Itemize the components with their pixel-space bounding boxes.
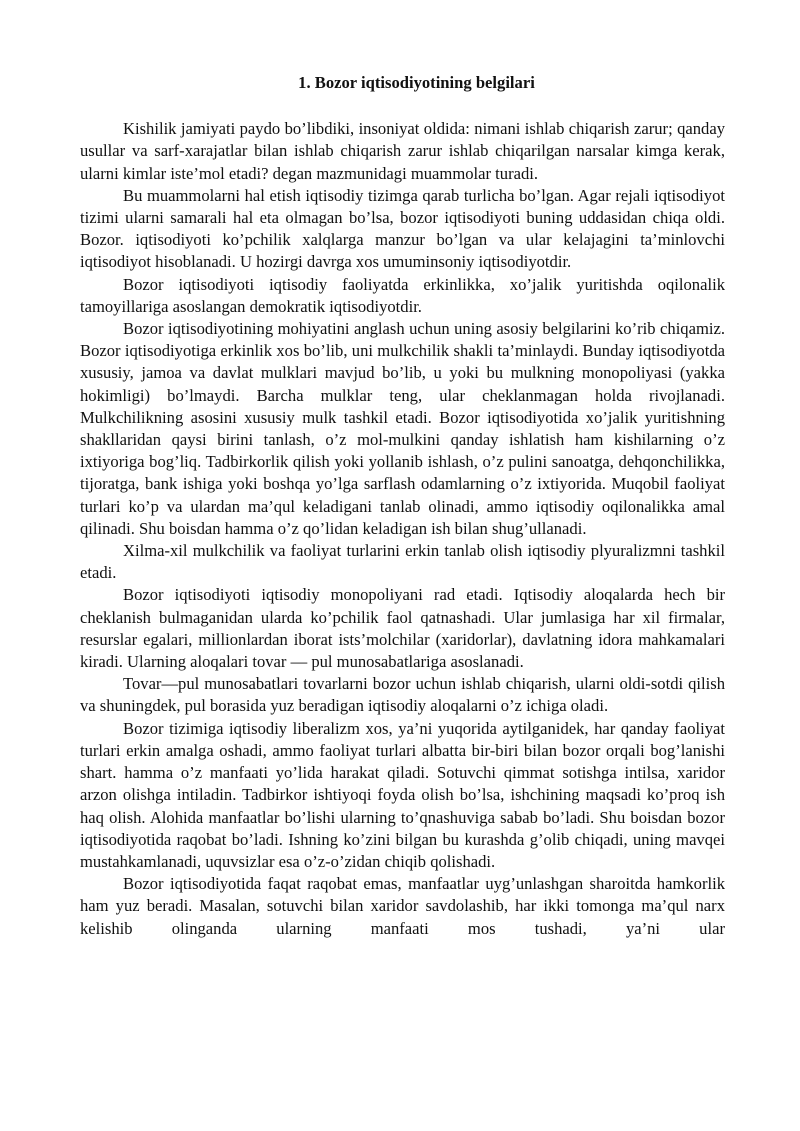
paragraph-9: Bozor iqtisodiyotida faqat raqobat emas, manfaatlar uyg’unlashgan sharoitda hamkorlik ham yuz beradi. Masalan, sotuvchi bilan xaridor savdolashib, har ikki tomonga ma’qul narx kelishib olinganda ularning manfaati mos tushadi, ya’ni ular	[80, 874, 725, 938]
paragraph-3: Bozor iqtisodiyoti iqtisodiy faoliyatda erkinlikka, xo’jalik yuritishda oqilonalik tamoyillariga asoslangan demokratik iqtisodiyotdir.	[80, 274, 725, 316]
paragraph-5: Xilma-xil mulkchilik va faoliyat turlarini erkin tanlab olish iqtisodiy plyuralizmni tashkil etadi.	[80, 541, 725, 583]
paragraph-8: Bozor tizimiga iqtisodiy liberalizm xos, ya’ni yuqorida aytilganidek, har qanday faoliyat turlari erkin amalga oshadi, ammo faoliyat turlari albatta bir-biri bilan bozor orqali bog’lanishi shart. hamma o’z manfaati yo’lida harakat qiladi. Sotuvchi qimmat sotishga intilsa, xaridor arzon olishga intiladin. Tadbirkor ishtiyoqi foyda olish bo’lsa, ishchining maqsadi ko’proq ish haq olish. Alohida manfaatlar bo’lishi ularning to’qnashuviga sabab bo’ladi. Shu boisdan bozor iqtisodiyotida raqobat bo’ladi. Ishning ko’zini bilgan bu kurashda g’olib chiqadi, uning mavqei mustahkamlanadi, uquvsizlar esa o’z-o’zidan chiqib qolishadi.	[80, 718, 725, 871]
section-title: 1. Bozor iqtisodiyotining belgilari	[298, 73, 535, 92]
paragraph-2: Bu muammolarni hal etish iqtisodiy tizimga qarab turlicha bo’lgan. Agar rejali iqtisodiyot tizimi ularni samarali hal eta olmagan bo’lsa, bozor iqtisodiyoti buning uddasidan chiqa oldi. Bozor. iqtisodiyoti ko’pchilik xalqlarga manzur bo’lgan va ular kelajagini ta’minlovchi iqtisodiyot hisoblanadi. U hozirgi davrga xos umuminsoniy iqtisodiyotdir.	[80, 185, 725, 272]
paragraph-1: Kishilik jamiyati paydo bo’libdiki, insoniyat oldida: nimani ishlab chiqarish zarur; qanday usullar va sarf-xarajatlar bilan ishlab chiqarish zarur ishlab chiqarilgan narsalar kimga kerak, ularni kimlar iste’mol etadi? degan mazmunidagi muammolar turadi.	[80, 119, 725, 183]
paragraph-4: Bozor iqtisodiyotining mohiyatini anglash uchun uning asosiy belgilarini ko’rib chiqamiz. Bozor iqtisodiyotiga erkinlik xos bo’lib, uni mulkchilik shakli ta’minlaydi. Bunday iqtisodiyotda xususiy, jamoa va davlat mulklari mavjud bo’lib, u yoki bu mulkning monopoliyasi (yakka hokimligi) bo’lmaydi. Barcha mulklar teng, ular cheklanmagan holda rivojlanadi. Mulkchilikning asosini xususiy mulk tashkil etadi. Bozor iqtisodiyotida xo’jalik yuritishning shakllaridan qaysi birini tanlash, o’z mol-mulkini qanday ishlatish ham kishilarning o’z ixtiyoriga bog’liq. Tadbirkorlik qilish yoki yollanib ishlash, o’z pulini sanoatga, dehqonchilikka, tijoratga, bank ishiga yoki boshqa yo’lga sarflash odamlarning o’z ixtiyorida. Muqobil faoliyat turlari ko’p va ulardan ma’qul keladigani tanlab olinadi, ammo iqtisodiy oqilonalikka amal qilinadi. Shu boisdan hamma o’z qo’lidan keladigan ish bilan shug’ullanadi.	[80, 319, 725, 538]
paragraph-6: Bozor iqtisodiyoti iqtisodiy monopoliyani rad etadi. Iqtisodiy aloqalarda hech bir cheklanish bulmaganidan ularda ko’pchilik faol qatnashadi. Ular jumlasiga har xil firmalar, resurslar egalari, millionlardan iborat ists’molchilar (xaridorlar), davlatning idora mahkamalari kiradi. Ularning aloqalari tovar — pul munosabatlariga asoslanadi.	[80, 585, 725, 672]
document-page	[80, 72, 725, 940]
paragraph-7: Tovar—pul munosabatlari tovarlarni bozor uchun ishlab chiqarish, ularni oldi-sotdi qilish va shuningdek, pul borasida yuz beradigan iqtisodiy aloqalarni o’z ichiga oladi.	[80, 674, 725, 716]
